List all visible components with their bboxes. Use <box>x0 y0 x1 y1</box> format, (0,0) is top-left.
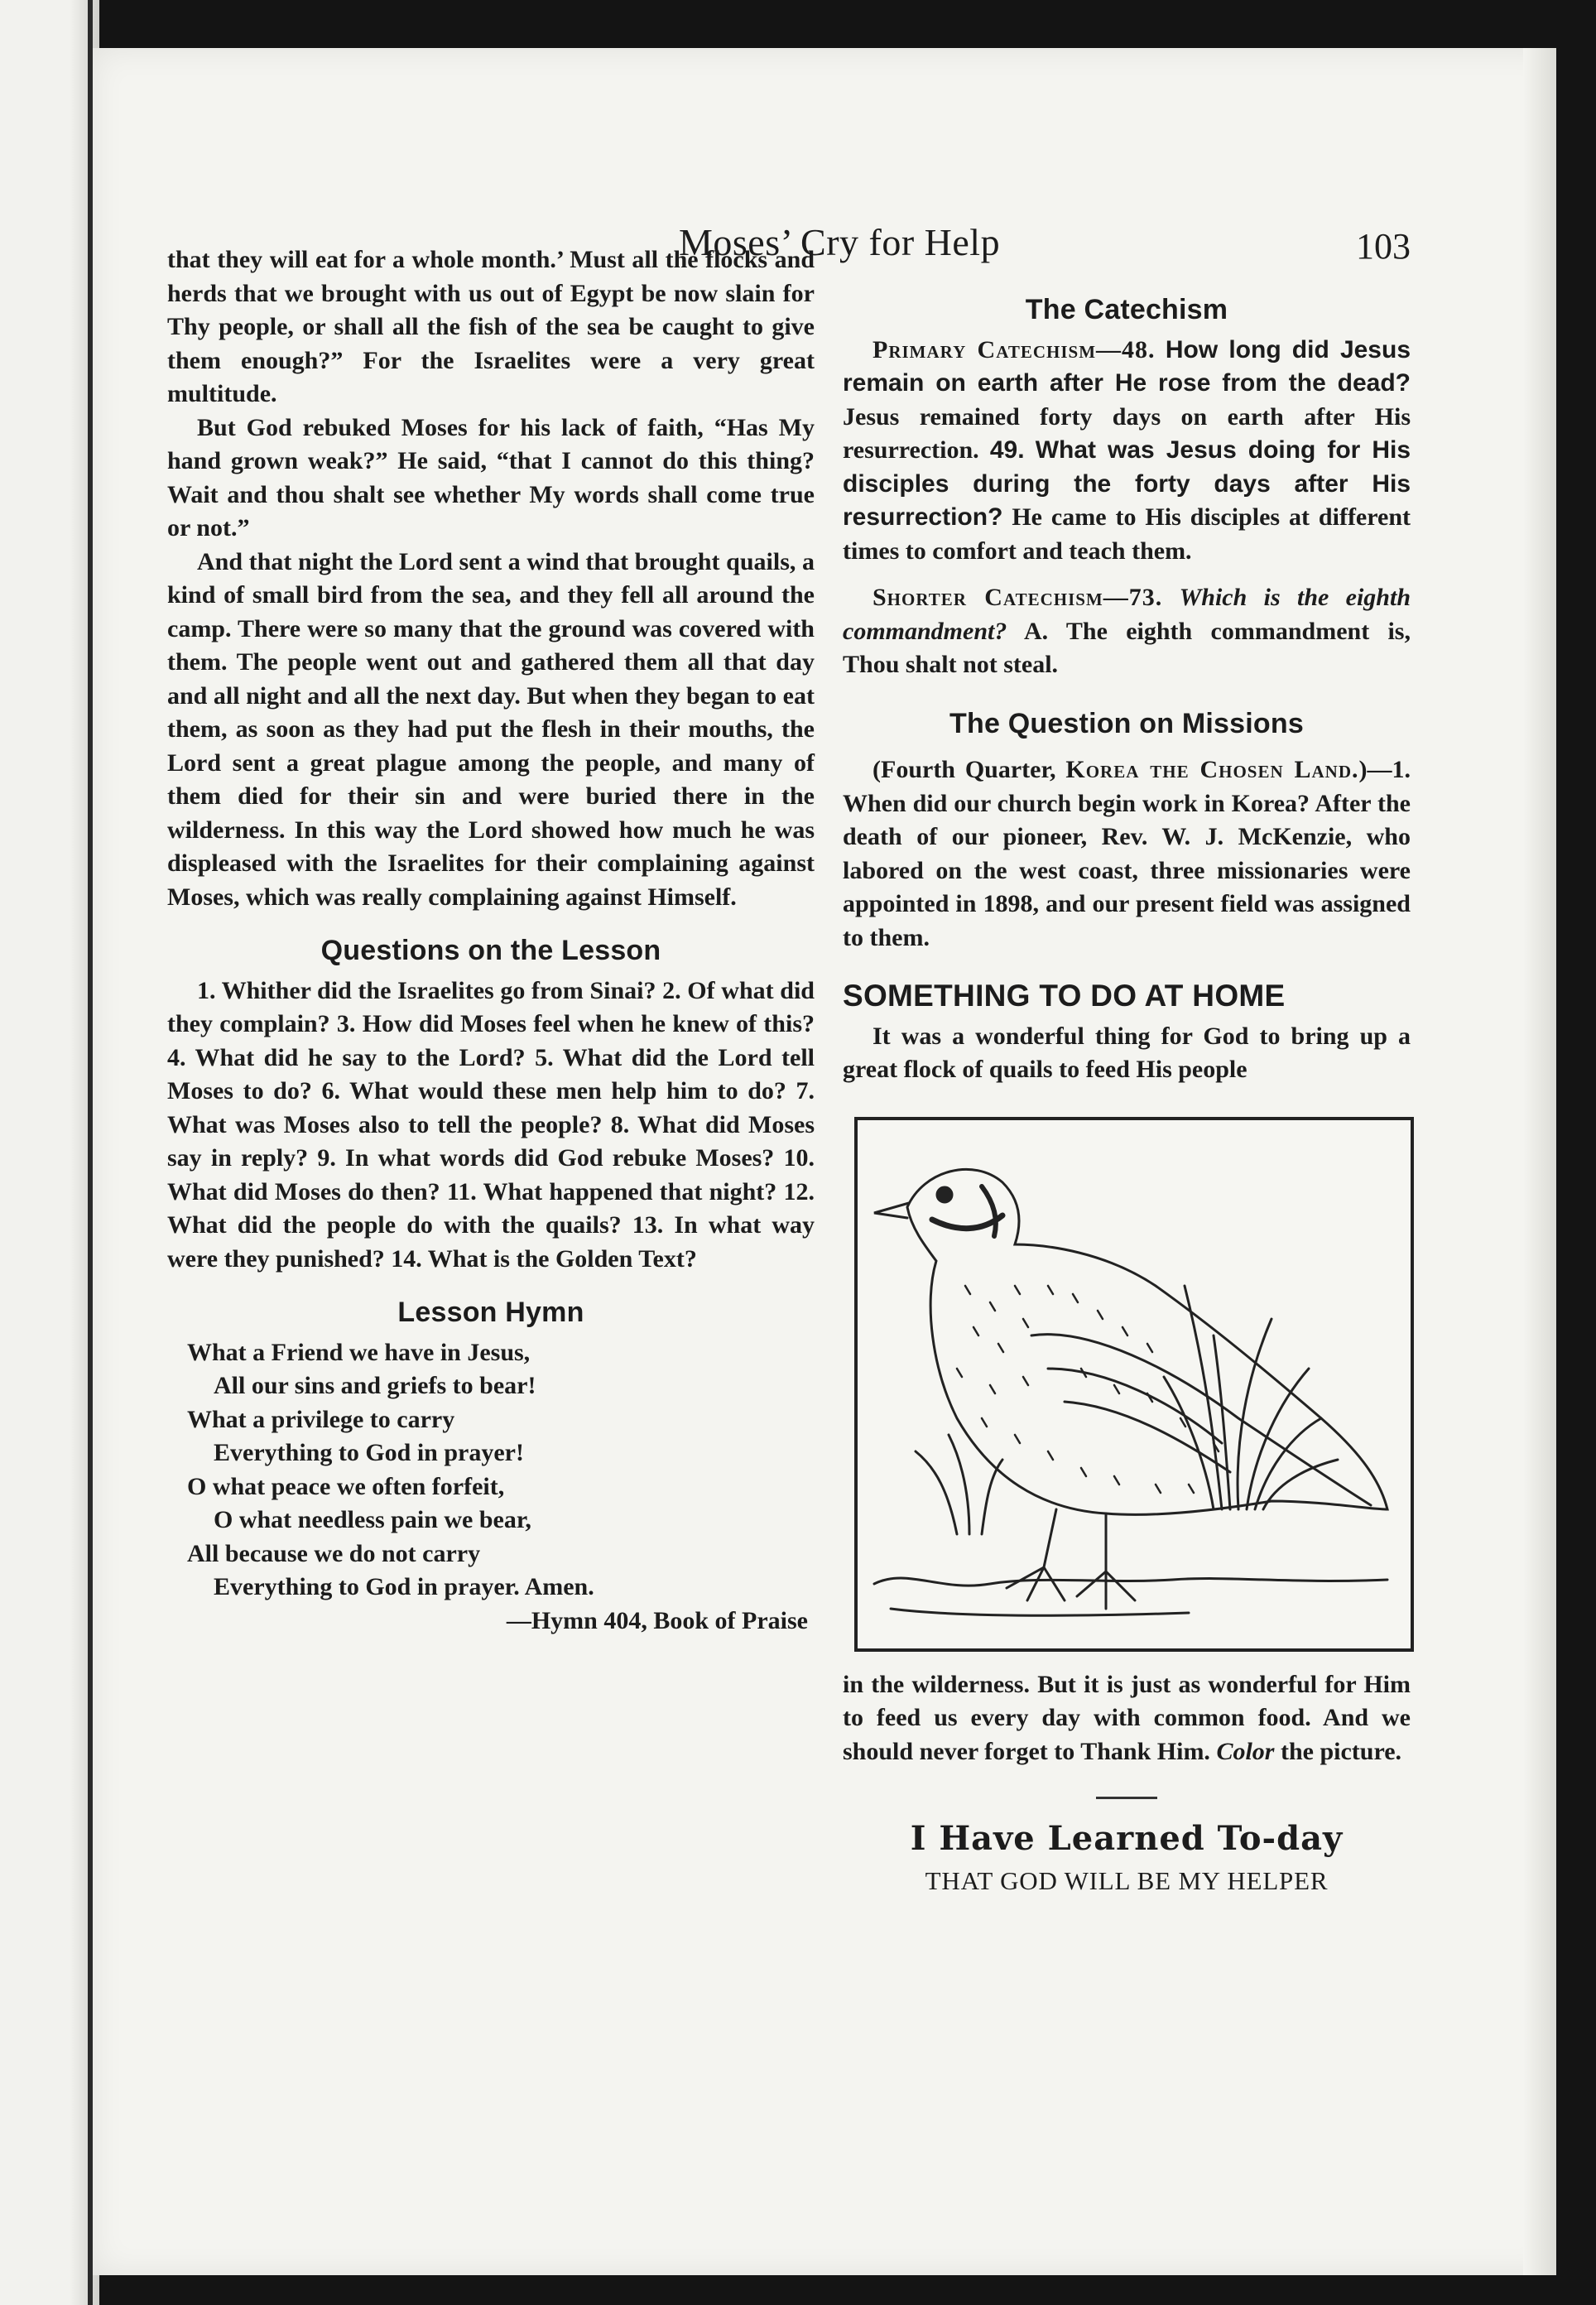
home-activity-heading: SOMETHING TO DO AT HOME <box>843 979 1286 1013</box>
learned-today-heading: I Have Learned To-day <box>910 1819 1344 1858</box>
questions-heading: Questions on the Lesson <box>320 935 661 966</box>
primary-answer-48: Jesus remained forty days on earth after His resurrection. <box>843 402 1411 464</box>
hymn-line: O what peace we often forfeit, <box>187 1472 505 1500</box>
page-number: 103 <box>1356 226 1411 267</box>
missions-question <box>843 753 1411 955</box>
home-text-color: Color <box>1216 1737 1275 1765</box>
missions-text: )—1. When did our church begin work in Korea? After the death of our pioneer, Rev. W. J. McKenzie, who labored on the west coast, three missionaries were appointed in 1898, and our present field was assigned to them. <box>843 756 1411 951</box>
shorter-answer: A. The eighth commandment is, Thou shalt not steal. <box>843 617 1411 678</box>
hymn-line: All our sins and griefs to bear! <box>214 1372 536 1399</box>
home-text-a: in the wilderness. But it is just as wonderful for Him to feed us every day with common food. And we should never forget to Thank Him. <box>843 1670 1411 1765</box>
primary-question-49-number: 49. <box>989 436 1025 464</box>
hymn-line: O what needless pain we bear, <box>214 1506 531 1533</box>
shorter-question: Which is the eighth commandment? <box>843 584 1411 645</box>
shorter-catechism-label: Shorter Catechism—73. <box>873 584 1163 611</box>
home-text-b: the picture. <box>1274 1737 1402 1765</box>
hymn-line: All because we do not carry <box>187 1539 481 1567</box>
hymn-heading: Lesson Hymn <box>397 1297 584 1328</box>
quail-drawing <box>858 1120 1411 1648</box>
questions-list: 1. Whither did the Israelites go from Sinai? 2. Of what did they complain? 3. How did Moses feel when he knew of this? 4. What did he say to the Lord? 5. What did the Lord tell Moses to do? 6. What would these men help him to do? 7. What was Moses also to tell the people? 8. What did Moses say in reply? 9. In what words did God rebuke Moses? 10. What did Moses do then? 11. What happened that night? 12. What did the people do with the quails? 13. In what way were they punished? 14. What is the Golden Text? <box>167 976 815 1273</box>
hymn-line: Everything to God in prayer. Amen. <box>214 1573 594 1600</box>
home-activity-paragraph-2 <box>843 1668 1411 1769</box>
primary-catechism <box>843 334 1411 569</box>
learned-today-text: THAT GOD WILL BE MY HELPER <box>925 1865 1329 1895</box>
primary-question-49: What was Jesus doing for His disciples during the forty days after His resurrection? <box>843 436 1411 531</box>
previous-page-edge <box>0 0 99 2305</box>
primary-answer-49: He came to His disciples at different times to comfort and teach them. <box>843 503 1411 565</box>
page-title: Moses’ Cry for Help <box>679 221 1001 263</box>
missions-heading: The Question on Missions <box>949 707 1304 739</box>
story-paragraph-2: But God rebuked Moses for his lack of faith, “Has My hand grown weak?” He said, “that I cannot do this thing? Wait and thou shalt see whether My words shall come true or not.” <box>167 413 815 541</box>
story-paragraph-3: And that night the Lord sent a wind that brought quails, a kind of small bird from the sea, and they fell all around the camp. There were so many that the ground was covered with them. The people went out and gathered them all that day and all night and all the next day. But when they began to eat them, as soon as they had put the flesh in their mouths, the Lord sent a great plague among the people, and many of them died for their sin and were buried there in the wilderness. In this way the Lord showed how much he was displeased with the Israelites for their complaining against Moses, which was really complaining against Himself. <box>167 547 815 911</box>
page-right-edge <box>1523 48 1556 2275</box>
missions-prefix: (Fourth Quarter, <box>873 756 1066 783</box>
hymn-line: Everything to God in prayer! <box>214 1439 524 1466</box>
hymn-line: What a privilege to carry <box>187 1405 455 1433</box>
hymn-verse <box>167 1336 815 1639</box>
primary-catechism-label: Primary Catechism—48. <box>873 335 1156 363</box>
catechism-heading: The Catechism <box>1025 294 1228 325</box>
story-paragraph-1: that they will eat for a whole month.’ Must all the flocks and herds that we brought with us out of Egypt be now slain for Thy people, or shall all the fish of the sea be caught to give them enough?” For the Israelites were a very great multitude. <box>167 246 815 407</box>
feather-speckles <box>957 1286 1219 1493</box>
quail-illustration <box>854 1117 1414 1652</box>
shorter-catechism <box>843 581 1411 682</box>
hymn-credit: —Hymn 404, Book of Praise <box>506 1606 808 1634</box>
divider-rule <box>1096 1797 1157 1799</box>
right-column <box>843 243 1411 1898</box>
hymn-line: What a Friend we have in Jesus, <box>187 1338 531 1366</box>
primary-question-48: How long did Jesus remain on earth after He rose from the dead? <box>843 335 1411 397</box>
missions-quarter-title: Korea the Chosen Land. <box>1065 756 1359 783</box>
left-column <box>167 243 815 1638</box>
home-activity-paragraph-1: It was a wonderful thing for God to bring up a great flock of quails to feed His people <box>843 1022 1411 1083</box>
